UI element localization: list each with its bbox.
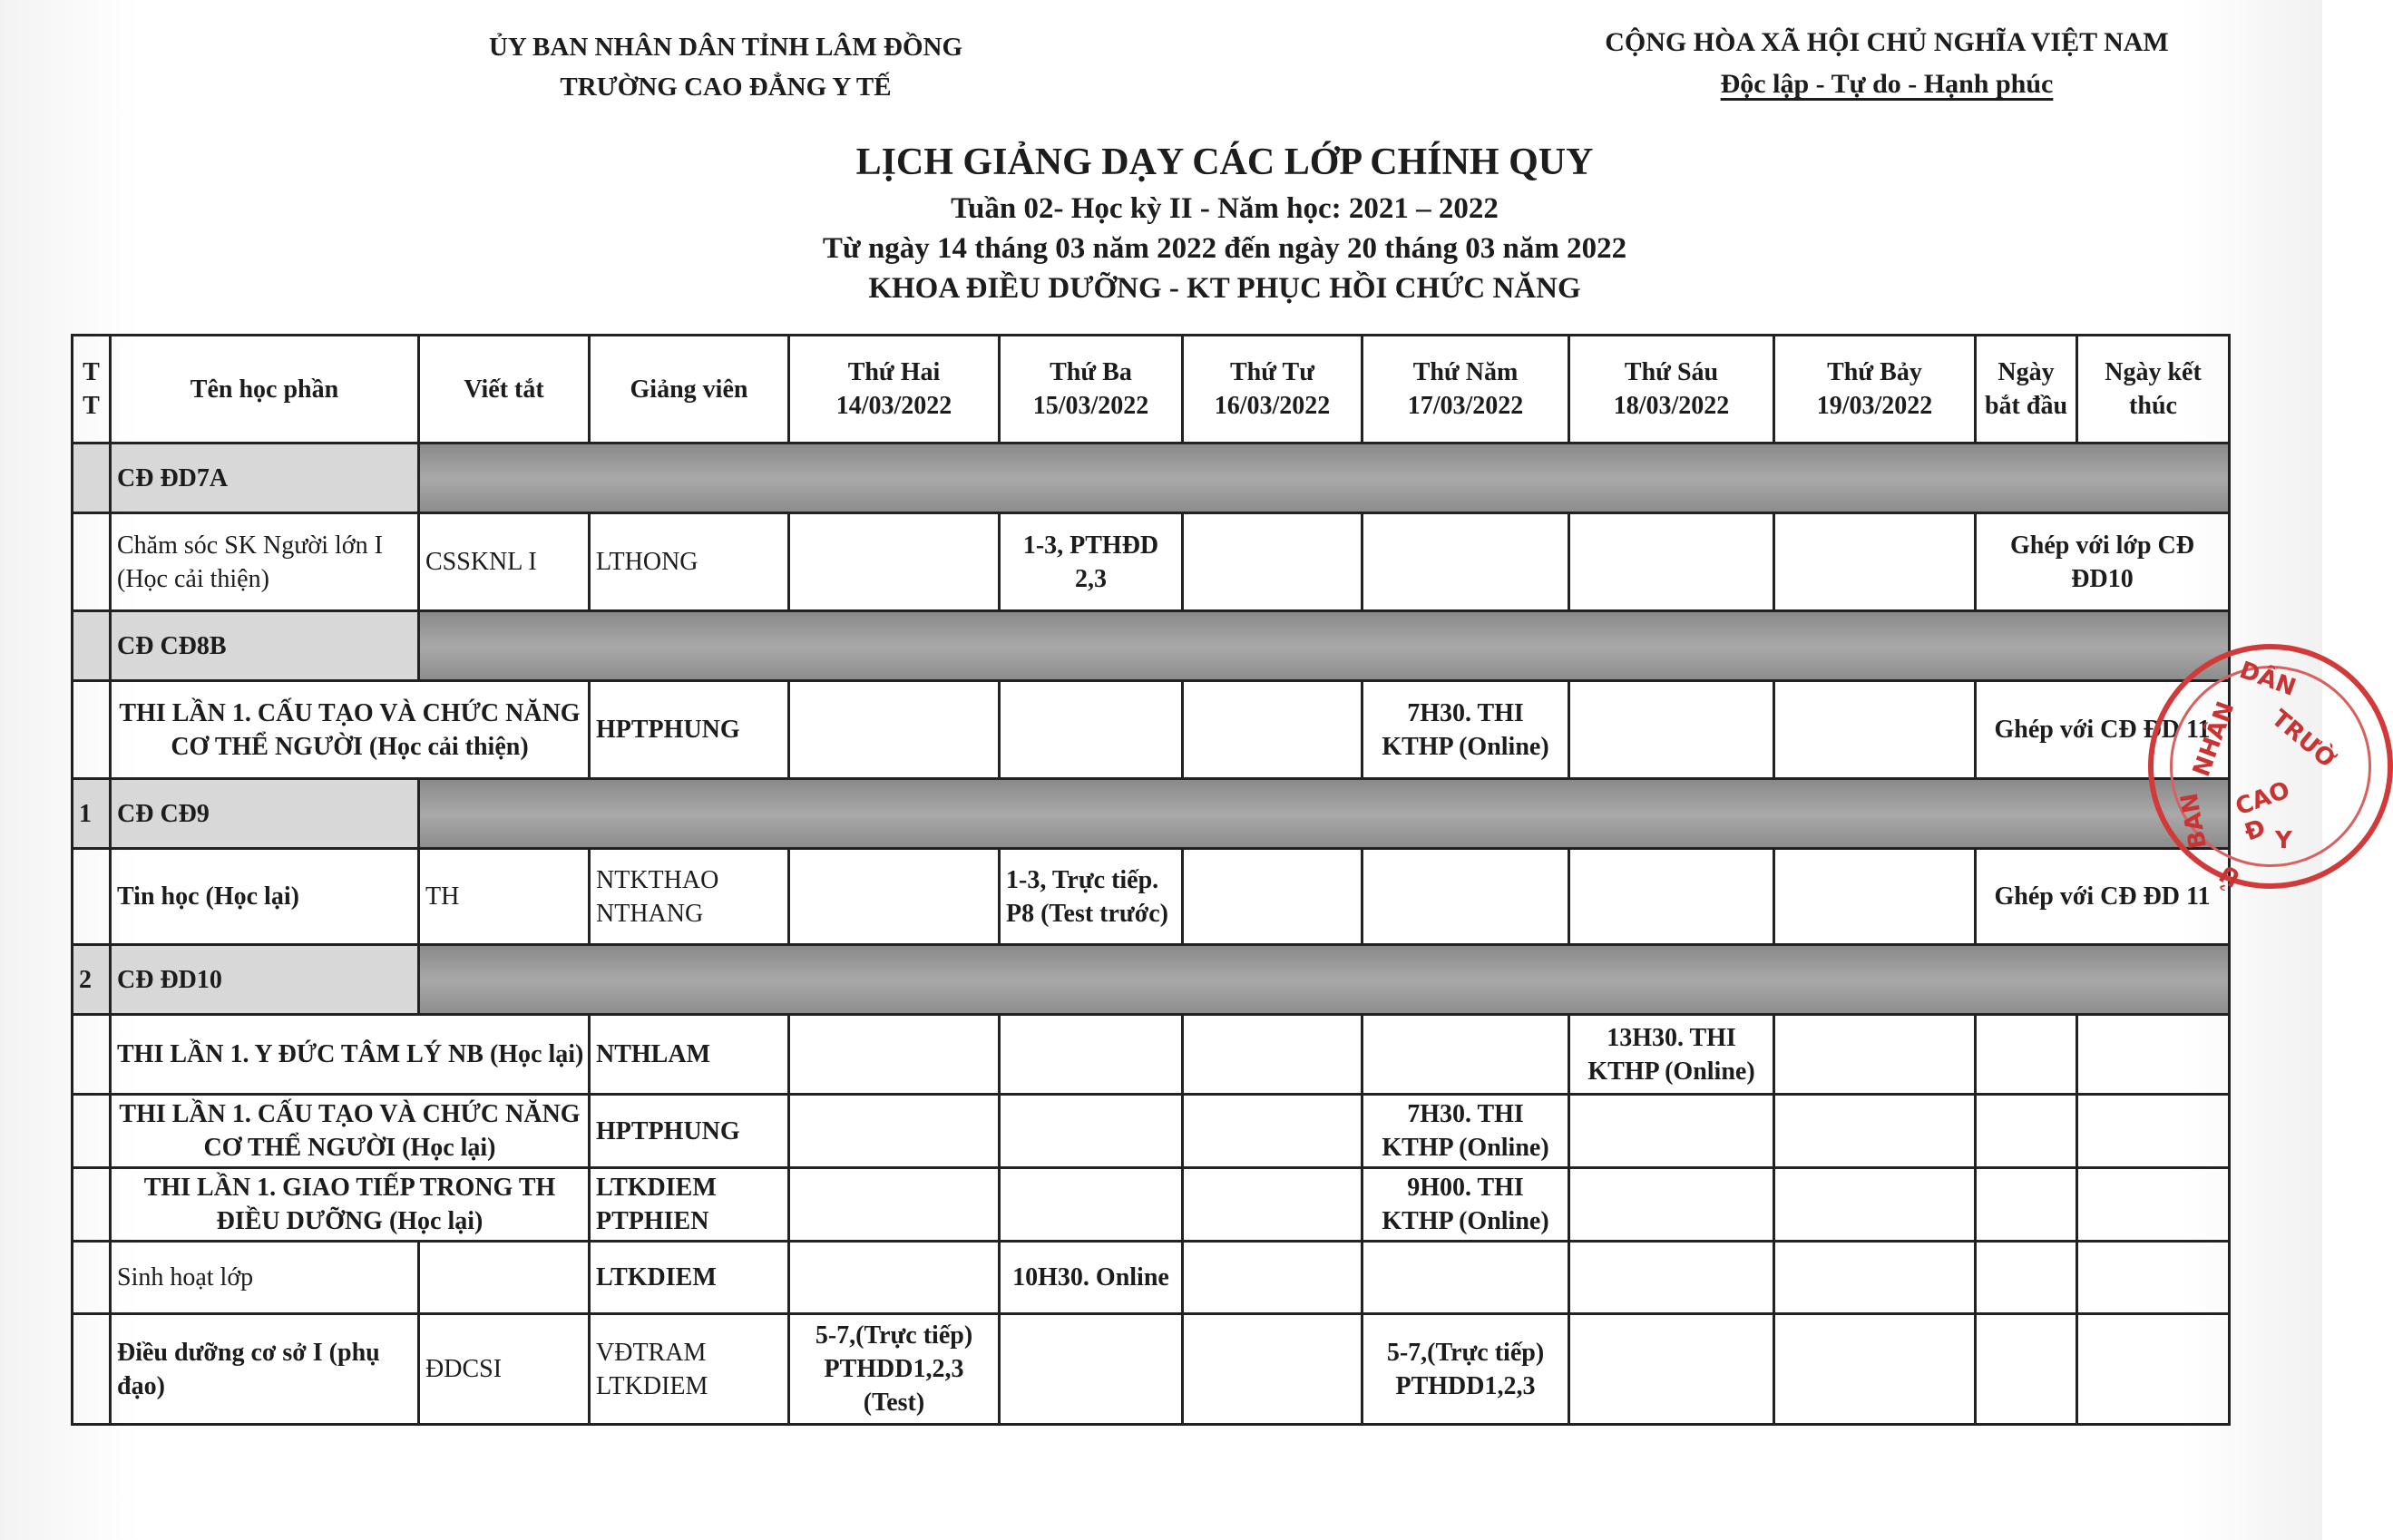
date-range-line: Từ ngày 14 tháng 03 năm 2022 đến ngày 20 tháng 03 năm 2022 — [822, 232, 1627, 265]
cell-lecturer: LTHONG — [590, 513, 789, 611]
cell-abbr: ĐDCSI — [419, 1314, 590, 1425]
table-row — [73, 1015, 2230, 1095]
group-name: CĐ ĐD7A — [111, 443, 419, 513]
cell-fri — [1569, 1095, 1774, 1168]
col-header-end: Ngày kết thúc — [2077, 336, 2230, 443]
cell-tue: 1-3, PTHĐD 2,3 — [1000, 513, 1183, 611]
cell-start — [1976, 1314, 2077, 1425]
cell-wed — [1183, 1242, 1363, 1314]
seal-text: TRƯỜ — [2265, 705, 2341, 774]
cell-tt — [73, 1314, 111, 1425]
cell-lecturer: NTKTHAO NTHANG — [590, 849, 789, 945]
cell-start — [1976, 1015, 2077, 1095]
redacted-band — [419, 443, 2230, 513]
cell-course: THI LẦN 1. Y ĐỨC TÂM LÝ NB (Học lại) — [111, 1015, 590, 1095]
col-header-wed: Thứ Tư 16/03/2022 — [1183, 336, 1363, 443]
class-group-row — [73, 611, 2230, 681]
cell-start — [1976, 1168, 2077, 1242]
col-header-sat: Thứ Bảy 19/03/2022 — [1774, 336, 1976, 443]
cell-mon: 5-7,(Trực tiếp) PTHDD1,2,3 (Test) — [789, 1314, 1000, 1425]
cell-sat — [1774, 1242, 1976, 1314]
cell-mon — [789, 681, 1000, 779]
cell-thu — [1363, 1015, 1569, 1095]
cell-abbr — [419, 1242, 590, 1314]
cell-tue — [1000, 681, 1183, 779]
class-group-row — [73, 443, 2230, 513]
group-name: CĐ ĐD10 — [111, 945, 419, 1015]
cell-wed — [1183, 1168, 1363, 1242]
group-tt — [73, 443, 111, 513]
group-name: CĐ CĐ9 — [111, 779, 419, 849]
cell-thu: 7H30. THI KTHP (Online) — [1363, 1095, 1569, 1168]
col-header-start: Ngày bắt đầu — [1976, 336, 2077, 443]
seal-text: BAN — [2175, 791, 2212, 851]
official-seal — [2139, 626, 2341, 916]
cell-tue: 10H30. Online — [1000, 1242, 1183, 1314]
issuer-header — [381, 27, 1070, 107]
cell-end — [2077, 1095, 2230, 1168]
cell-note: Ghép với lớp CĐ ĐD10 — [1976, 513, 2230, 611]
national-name: CỘNG HÒA XÃ HỘI CHỦ NGHĨA VIỆT NAM — [1605, 27, 2169, 57]
cell-tt — [73, 1095, 111, 1168]
cell-sat — [1774, 681, 1976, 779]
col-header-mon: Thứ Hai 14/03/2022 — [789, 336, 1000, 443]
week-line: Tuần 02- Học kỳ II - Năm học: 2021 – 2022 — [951, 192, 1499, 225]
cell-start — [1976, 1095, 2077, 1168]
cell-lecturer: LTKDIEM PTPHIEN — [590, 1168, 789, 1242]
cell-course: Điều dưỡng cơ sở I (phụ đạo) — [111, 1314, 419, 1425]
cell-thu: 5-7,(Trực tiếp) PTHDD1,2,3 — [1363, 1314, 1569, 1425]
col-header-tt: T T — [73, 336, 111, 443]
group-tt: 2 — [73, 945, 111, 1015]
cell-start — [1976, 1242, 2077, 1314]
cell-tt — [73, 513, 111, 611]
header-row — [73, 336, 2230, 443]
cell-wed — [1183, 1095, 1363, 1168]
national-header — [1542, 22, 2232, 105]
col-header-lecturer: Giảng viên — [590, 336, 789, 443]
cell-sat — [1774, 1015, 1976, 1095]
cell-lecturer: HPTPHUNG — [590, 681, 789, 779]
seal-text: Y — [2275, 827, 2292, 854]
cell-fri — [1569, 849, 1774, 945]
cell-course: THI LẦN 1. CẤU TẠO VÀ CHỨC NĂNG CƠ THỂ NGƯỜI (Học cải thiện) — [111, 681, 590, 779]
cell-tue — [1000, 1015, 1183, 1095]
table-row — [73, 513, 2230, 611]
cell-lecturer: HPTPHUNG — [590, 1095, 789, 1168]
cell-tue — [1000, 1314, 1183, 1425]
cell-course: Tin học (Học lại) — [111, 849, 419, 945]
cell-thu: 9H00. THI KTHP (Online) — [1363, 1168, 1569, 1242]
cell-end — [2077, 1015, 2230, 1095]
cell-end — [2077, 1168, 2230, 1242]
redacted-band — [419, 611, 2230, 681]
cell-tue — [1000, 1095, 1183, 1168]
table-row — [73, 849, 2230, 945]
cell-sat — [1774, 513, 1976, 611]
cell-mon — [789, 1168, 1000, 1242]
issuer-authority: ỦY BAN NHÂN DÂN TỈNH LÂM ĐỒNG — [488, 33, 962, 62]
group-tt: 1 — [73, 779, 111, 849]
col-header-fri: Thứ Sáu 18/03/2022 — [1569, 336, 1774, 443]
cell-tt — [73, 1242, 111, 1314]
class-group-row — [73, 779, 2230, 849]
cell-note: Ghép với CĐ ĐD 11 — [1976, 681, 2230, 779]
cell-wed — [1183, 849, 1363, 945]
cell-lecturer: LTKDIEM — [590, 1242, 789, 1314]
cell-tt — [73, 1168, 111, 1242]
col-header-abbr: Viết tắt — [419, 336, 590, 443]
table-row — [73, 1242, 2230, 1314]
cell-thu: 7H30. THI KTHP (Online) — [1363, 681, 1569, 779]
cell-abbr: CSSKNL I — [419, 513, 590, 611]
group-tt — [73, 611, 111, 681]
issuer-school: TRƯỜNG CAO ĐẲNG Y TẾ — [560, 73, 892, 102]
cell-lecturer: VĐTRAM LTKDIEM — [590, 1314, 789, 1425]
cell-course: THI LẦN 1. CẤU TẠO VÀ CHỨC NĂNG CƠ THỂ NGƯỜI (Học lại) — [111, 1095, 590, 1168]
cell-wed — [1183, 681, 1363, 779]
seal-text: DÂN — [2235, 657, 2300, 702]
cell-end — [2077, 1314, 2230, 1425]
cell-lecturer: NTHLAM — [590, 1015, 789, 1095]
cell-thu — [1363, 1242, 1569, 1314]
cell-tue — [1000, 1168, 1183, 1242]
cell-mon — [789, 1015, 1000, 1095]
document-title-block — [544, 136, 1905, 308]
cell-course: THI LẦN 1. GIAO TIẾP TRONG TH ĐIỀU DƯỠNG (Học lại) — [111, 1168, 590, 1242]
cell-course: Sinh hoạt lớp — [111, 1242, 419, 1314]
national-motto: Độc lập - Tự do - Hạnh phúc — [1720, 69, 2054, 99]
cell-fri — [1569, 1242, 1774, 1314]
table-row — [73, 1314, 2230, 1425]
cell-mon — [789, 513, 1000, 611]
cell-mon — [789, 1242, 1000, 1314]
cell-sat — [1774, 1095, 1976, 1168]
col-header-tue: Thứ Ba 15/03/2022 — [1000, 336, 1183, 443]
cell-fri — [1569, 1168, 1774, 1242]
seal-text: CAO Đ — [2232, 776, 2294, 847]
cell-course: Chăm sóc SK Người lớn I (Học cải thiện) — [111, 513, 419, 611]
seal-text: NHÂN — [2188, 697, 2241, 781]
cell-tt — [73, 849, 111, 945]
cell-fri — [1569, 1314, 1774, 1425]
col-header-course: Tên học phần — [111, 336, 419, 443]
cell-tt — [73, 681, 111, 779]
table-row — [73, 1168, 2230, 1242]
cell-thu — [1363, 849, 1569, 945]
cell-end — [2077, 1242, 2230, 1314]
class-group-row — [73, 945, 2230, 1015]
cell-sat — [1774, 1314, 1976, 1425]
redacted-band — [419, 945, 2230, 1015]
group-name: CĐ CĐ8B — [111, 611, 419, 681]
document-title: LỊCH GIẢNG DẠY CÁC LỚP CHÍNH QUY — [855, 141, 1594, 183]
cell-sat — [1774, 1168, 1976, 1242]
cell-wed — [1183, 1015, 1363, 1095]
schedule-table — [71, 334, 2231, 1426]
cell-tue: 1-3, Trực tiếp. P8 (Test trước) — [1000, 849, 1183, 945]
cell-mon — [789, 849, 1000, 945]
col-header-thu: Thứ Năm 17/03/2022 — [1363, 336, 1569, 443]
seal-text: Ủ — [2214, 858, 2246, 892]
cell-mon — [789, 1095, 1000, 1168]
table-row — [73, 681, 2230, 779]
redacted-band — [419, 779, 2230, 849]
cell-tt — [73, 1015, 111, 1095]
cell-sat — [1774, 849, 1976, 945]
department-line: KHOA ĐIỀU DƯỠNG - KT PHỤC HỒI CHỨC NĂNG — [868, 272, 1581, 305]
cell-note: Ghép với CĐ ĐD 11 — [1976, 849, 2230, 945]
cell-fri: 13H30. THI KTHP (Online) — [1569, 1015, 1774, 1095]
cell-fri — [1569, 513, 1774, 611]
cell-wed — [1183, 1314, 1363, 1425]
cell-wed — [1183, 513, 1363, 611]
table-row — [73, 1095, 2230, 1168]
cell-abbr: TH — [419, 849, 590, 945]
cell-fri — [1569, 681, 1774, 779]
cell-thu — [1363, 513, 1569, 611]
